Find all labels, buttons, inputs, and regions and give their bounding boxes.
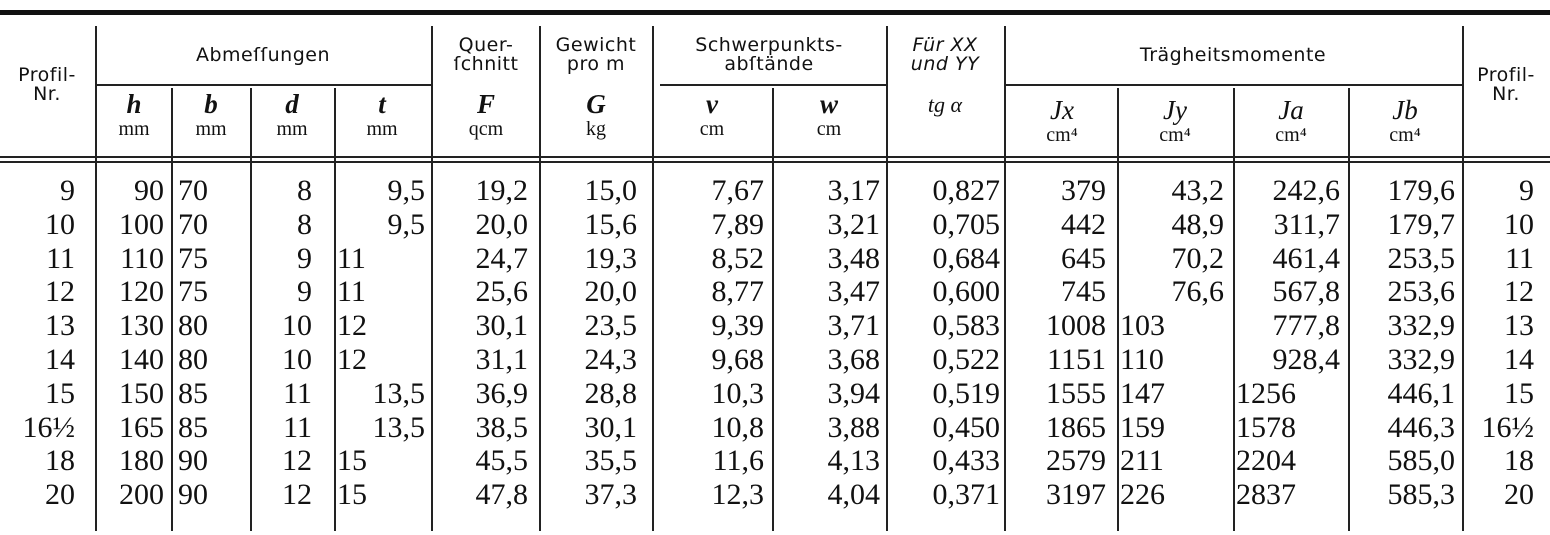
cell-G: 35,5 — [584, 444, 637, 478]
cell-Jy: 147 — [1120, 376, 1165, 410]
col-t-header: t mm — [366, 89, 398, 140]
col-G-header: G kg — [586, 89, 606, 140]
cell-v: 8,77 — [711, 275, 764, 309]
cell-tg-alpha: 0,371 — [932, 478, 1000, 512]
cell-Ja: 1256 — [1236, 376, 1296, 410]
traegheitsmomente-header: Trägheitsmomente — [1139, 44, 1327, 66]
cell-profil-nr: 14 — [45, 343, 75, 376]
gewicht-header: Gewicht pro m — [555, 34, 637, 75]
cell-w: 3,68 — [827, 343, 880, 376]
cell-d: 8 — [297, 207, 312, 241]
cell-Ja: 2837 — [1236, 478, 1296, 512]
cell-G: 30,1 — [584, 410, 637, 444]
profil-nr-header-right: Profil- Nr. — [1477, 64, 1535, 105]
cell-Jy: 76,6 — [1171, 275, 1224, 309]
cell-F: 31,1 — [475, 343, 528, 376]
col-divider — [1004, 26, 1006, 531]
cell-h: 100 — [119, 207, 164, 241]
cell-v: 12,3 — [711, 478, 764, 512]
cell-v: 7,67 — [711, 174, 764, 207]
cell-tg-alpha: 0,684 — [932, 241, 1000, 275]
cell-b: 90 — [178, 478, 208, 512]
cell-profil-nr-right: 11 — [1505, 241, 1534, 275]
schwerpunkt-header: Schwerpunkts- abſtände — [695, 34, 843, 75]
cell-w: 3,17 — [827, 174, 880, 207]
cell-v: 7,89 — [711, 207, 764, 241]
cell-w: 3,47 — [827, 275, 880, 309]
cell-b: 85 — [178, 376, 208, 410]
cell-v: 9,39 — [711, 309, 764, 343]
cell-t: 13,5 — [372, 410, 425, 444]
cell-F: 24,7 — [475, 241, 528, 275]
cell-profil-nr-right: 14 — [1504, 343, 1534, 376]
col-divider — [334, 88, 336, 531]
cell-G: 20,0 — [584, 275, 637, 309]
cell-profil-nr-right: 20 — [1504, 478, 1534, 512]
cell-profil-nr-right: 16½ — [1481, 410, 1534, 444]
cell-Jx: 1151 — [1047, 343, 1106, 376]
cell-b: 90 — [178, 444, 208, 478]
cell-G: 23,5 — [584, 309, 637, 343]
cell-t: 11 — [337, 275, 366, 309]
cell-profil-nr: 18 — [45, 444, 75, 478]
cell-profil-nr-right: 18 — [1504, 444, 1534, 478]
cell-b: 80 — [178, 309, 208, 343]
col-divider — [1348, 88, 1350, 531]
col-Jb-header: Jb cm⁴ — [1389, 95, 1421, 146]
cell-profil-nr: 20 — [45, 478, 75, 512]
cell-v: 11,6 — [712, 444, 764, 478]
cell-Jb: 253,5 — [1387, 241, 1455, 275]
cell-F: 30,1 — [475, 309, 528, 343]
col-v-header: v cm — [699, 89, 725, 140]
col-divider — [1462, 26, 1464, 531]
cell-d: 8 — [297, 174, 312, 207]
cell-Ja: 311,7 — [1273, 207, 1340, 241]
cell-d: 9 — [297, 275, 312, 309]
cell-tg-alpha: 0,522 — [932, 343, 1000, 376]
cell-F: 47,8 — [475, 478, 528, 512]
cell-d: 11 — [283, 410, 312, 444]
cell-t: 12 — [337, 309, 367, 343]
cell-b: 85 — [178, 410, 208, 444]
col-divider — [652, 26, 654, 531]
cell-d: 11 — [283, 376, 312, 410]
col-Jy-header: Jy cm⁴ — [1159, 95, 1191, 146]
cell-h: 165 — [119, 410, 164, 444]
cell-Jb: 332,9 — [1387, 343, 1455, 376]
abmessungen-underline — [96, 84, 432, 86]
col-divider — [539, 26, 541, 531]
col-divider — [250, 88, 252, 531]
header-double-rule-top — [0, 156, 1550, 158]
cell-profil-nr: 13 — [45, 309, 75, 343]
cell-v: 10,3 — [711, 376, 764, 410]
cell-d: 10 — [282, 309, 312, 343]
cell-Ja: 777,8 — [1272, 309, 1340, 343]
cell-d: 12 — [282, 478, 312, 512]
cell-h: 110 — [120, 241, 164, 275]
cell-b: 70 — [178, 207, 208, 241]
cell-Ja: 1578 — [1236, 410, 1296, 444]
cell-profil-nr: 12 — [45, 275, 75, 309]
cell-b: 70 — [178, 174, 208, 207]
col-tg-alpha-header: tg α — [927, 92, 963, 117]
cell-tg-alpha: 0,450 — [932, 410, 1000, 444]
cell-h: 130 — [119, 309, 164, 343]
cell-Jb: 253,6 — [1387, 275, 1455, 309]
cell-F: 36,9 — [475, 376, 528, 410]
profil-nr-header-left: Profil- Nr. — [18, 64, 76, 105]
cell-Jx: 745 — [1061, 275, 1106, 309]
cell-F: 19,2 — [475, 174, 528, 207]
cell-profil-nr-right: 10 — [1504, 207, 1534, 241]
col-h-header: h mm — [118, 89, 150, 140]
cell-Jy: 48,9 — [1171, 207, 1224, 241]
cell-Jb: 332,9 — [1387, 309, 1455, 343]
cell-Jx: 645 — [1061, 241, 1106, 275]
col-Jx-header: Jx cm⁴ — [1046, 95, 1078, 146]
cell-t: 9,5 — [387, 207, 425, 241]
cell-w: 4,13 — [827, 444, 880, 478]
cell-h: 90 — [134, 174, 164, 207]
col-d-header: d mm — [276, 89, 308, 140]
cell-t: 15 — [337, 478, 367, 512]
cell-h: 200 — [119, 478, 164, 512]
cell-profil-nr-right: 13 — [1504, 309, 1534, 343]
cell-b: 75 — [178, 275, 208, 309]
cell-d: 10 — [282, 343, 312, 376]
cell-v: 8,52 — [711, 241, 764, 275]
cell-Jy: 110 — [1120, 343, 1164, 376]
col-b-header: b mm — [195, 89, 227, 140]
col-divider — [171, 88, 173, 531]
cell-tg-alpha: 0,600 — [932, 275, 1000, 309]
cell-h: 150 — [119, 376, 164, 410]
cell-tg-alpha: 0,827 — [932, 174, 1000, 207]
cell-w: 3,94 — [827, 376, 880, 410]
cell-tg-alpha: 0,519 — [932, 376, 1000, 410]
col-Ja-header: Ja cm⁴ — [1275, 95, 1307, 146]
cell-Jy: 70,2 — [1171, 241, 1224, 275]
cell-v: 9,68 — [711, 343, 764, 376]
cell-G: 24,3 — [584, 343, 637, 376]
cell-h: 180 — [119, 444, 164, 478]
cell-tg-alpha: 0,705 — [932, 207, 1000, 241]
cell-profil-nr: 9 — [60, 174, 75, 207]
cell-w: 3,48 — [827, 241, 880, 275]
cell-w: 3,21 — [827, 207, 880, 241]
cell-G: 19,3 — [584, 241, 637, 275]
cell-t: 13,5 — [372, 376, 425, 410]
cell-F: 25,6 — [475, 275, 528, 309]
cell-profil-nr: 16½ — [22, 410, 75, 444]
cell-t: 12 — [337, 343, 367, 376]
cell-Ja: 242,6 — [1272, 174, 1340, 207]
traegheit-underline — [1005, 84, 1462, 86]
col-divider — [772, 88, 774, 531]
cell-t: 11 — [337, 241, 366, 275]
cell-tg-alpha: 0,433 — [932, 444, 1000, 478]
cell-profil-nr: 15 — [45, 376, 75, 410]
cell-Ja: 928,4 — [1272, 343, 1340, 376]
cell-G: 28,8 — [584, 376, 637, 410]
cell-w: 3,71 — [827, 309, 880, 343]
cell-b: 80 — [178, 343, 208, 376]
abmessungen-header: Abmeſſungen — [195, 44, 331, 66]
schwerpunkt-underline — [660, 84, 887, 86]
cell-G: 37,3 — [584, 478, 637, 512]
cell-d: 9 — [297, 241, 312, 275]
querschnitt-header: Quer- ſchnitt — [453, 34, 519, 75]
cell-v: 10,8 — [711, 410, 764, 444]
cell-Jy: 43,2 — [1171, 174, 1224, 207]
cell-profil-nr-right: 15 — [1504, 376, 1534, 410]
cell-h: 140 — [119, 343, 164, 376]
cell-Jx: 1555 — [1046, 376, 1106, 410]
cell-Jy: 103 — [1120, 309, 1165, 343]
cell-h: 120 — [119, 275, 164, 309]
col-divider — [1117, 88, 1119, 531]
cell-Ja: 2204 — [1236, 444, 1296, 478]
cell-t: 9,5 — [387, 174, 425, 207]
cell-Jb: 179,7 — [1387, 207, 1455, 241]
cell-Jx: 379 — [1061, 174, 1106, 207]
cell-Jy: 159 — [1120, 410, 1165, 444]
cell-tg-alpha: 0,583 — [932, 309, 1000, 343]
cell-Jx: 3197 — [1046, 478, 1106, 512]
header-double-rule-bottom — [0, 161, 1550, 163]
cell-profil-nr: 11 — [46, 241, 75, 275]
cell-Jy: 226 — [1120, 478, 1165, 512]
cell-Jb: 585,3 — [1387, 478, 1455, 512]
top-rule — [0, 10, 1550, 15]
cell-F: 20,0 — [475, 207, 528, 241]
cell-t: 15 — [337, 444, 367, 478]
col-F-header: F qcm — [468, 89, 504, 140]
cell-F: 38,5 — [475, 410, 528, 444]
cell-F: 45,5 — [475, 444, 528, 478]
cell-Ja: 567,8 — [1272, 275, 1340, 309]
cell-Jb: 179,6 — [1387, 174, 1455, 207]
cell-Ja: 461,4 — [1272, 241, 1340, 275]
cell-w: 4,04 — [827, 478, 880, 512]
cell-Jy: 211 — [1120, 444, 1164, 478]
cell-profil-nr-right: 12 — [1504, 275, 1534, 309]
cell-Jx: 1865 — [1046, 410, 1106, 444]
cell-Jx: 2579 — [1046, 444, 1106, 478]
fuer-xx-yy-header: Für XX und YY — [910, 34, 980, 75]
cell-Jx: 442 — [1061, 207, 1106, 241]
col-divider — [1233, 88, 1235, 531]
cell-Jb: 446,1 — [1387, 376, 1455, 410]
cell-G: 15,0 — [584, 174, 637, 207]
col-w-header: w cm — [816, 89, 842, 140]
cell-d: 12 — [282, 444, 312, 478]
cell-Jx: 1008 — [1046, 309, 1106, 343]
cell-profil-nr-right: 9 — [1519, 174, 1534, 207]
cell-b: 75 — [178, 241, 208, 275]
cell-Jb: 446,3 — [1387, 410, 1455, 444]
col-divider — [431, 26, 433, 531]
cell-w: 3,88 — [827, 410, 880, 444]
cell-G: 15,6 — [584, 207, 637, 241]
cell-profil-nr: 10 — [45, 207, 75, 241]
cell-Jb: 585,0 — [1387, 444, 1455, 478]
col-divider — [95, 26, 97, 531]
